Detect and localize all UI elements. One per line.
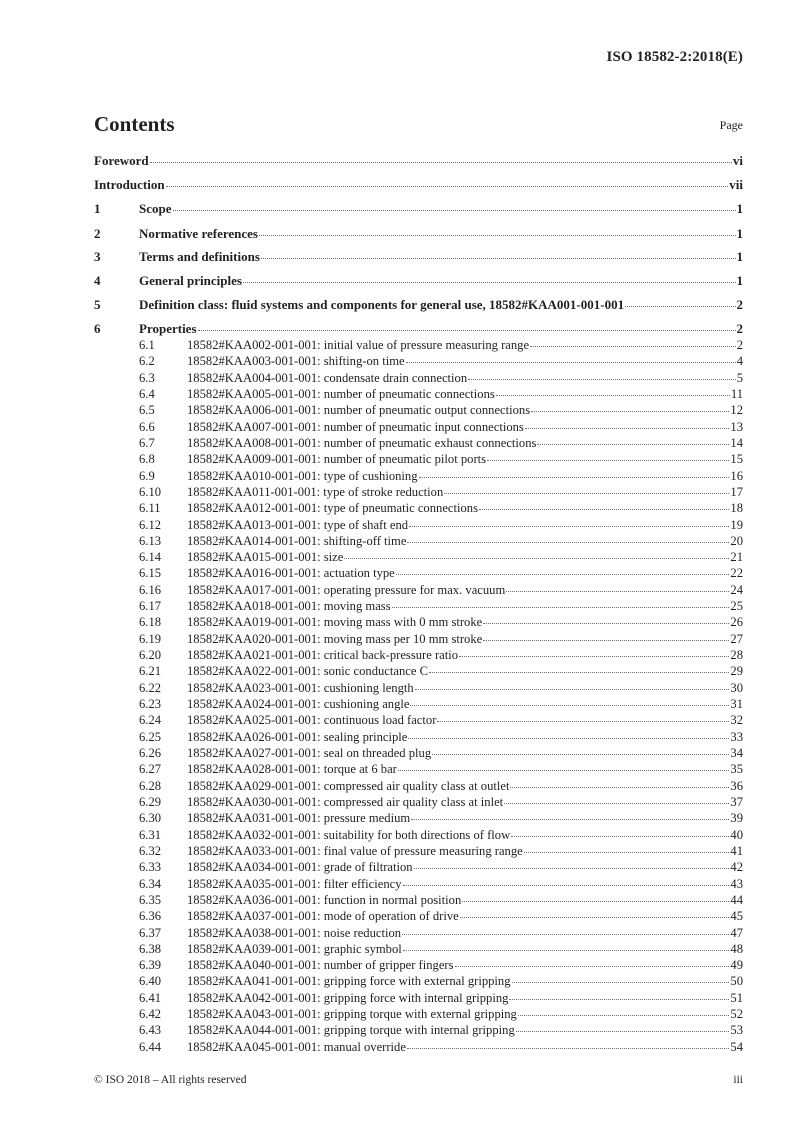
dot-leader xyxy=(402,934,729,935)
toc-entry-number: 6.6 xyxy=(139,419,155,434)
toc-entry-title[interactable]: 18582#KAA030-001-001: compressed air quality class at inlet xyxy=(187,794,504,809)
toc-entry-page[interactable]: 54 xyxy=(730,1039,743,1054)
toc-entry-page[interactable]: 44 xyxy=(730,892,743,907)
toc-subentry[interactable] xyxy=(94,485,743,500)
toc-entry-number: 6.37 xyxy=(139,925,162,940)
dot-leader xyxy=(444,493,729,494)
toc-entry-title[interactable]: 18582#KAA025-001-001: continuous load factor xyxy=(187,713,437,728)
toc-entry-number: 6.8 xyxy=(139,452,155,467)
toc-entry-page[interactable]: 21 xyxy=(730,550,743,565)
dot-leader xyxy=(344,558,729,559)
toc-entry-title[interactable]: 18582#KAA044-001-001: gripping torque with internal gripping xyxy=(187,1023,515,1038)
toc-entry-page[interactable]: 2 xyxy=(736,297,743,312)
toc-subentry[interactable] xyxy=(94,795,743,810)
toc-subentry[interactable] xyxy=(94,762,743,777)
toc-subentry[interactable] xyxy=(94,338,743,353)
toc-entry-title[interactable]: 18582#KAA009-001-001: number of pneumatic pilot ports xyxy=(187,452,487,467)
toc-entry-page[interactable]: 12 xyxy=(730,403,743,418)
toc-entry-title[interactable]: 18582#KAA038-001-001: noise reduction xyxy=(187,925,402,940)
dot-leader xyxy=(437,721,729,722)
toc-subentry[interactable] xyxy=(94,501,743,516)
toc-entry-title[interactable]: 18582#KAA018-001-001: moving mass xyxy=(187,599,391,614)
dot-leader xyxy=(460,917,730,918)
dot-leader xyxy=(455,966,730,967)
dot-leader xyxy=(504,803,729,804)
toc-entry-title[interactable]: Properties xyxy=(139,321,197,336)
toc-entry-number: 6.18 xyxy=(139,615,162,630)
toc-subentry[interactable] xyxy=(94,436,743,451)
toc-entry-number: 1 xyxy=(94,201,101,216)
dot-leader xyxy=(479,509,729,510)
toc-subentry[interactable] xyxy=(94,1040,743,1055)
header-standard-id: ISO 18582-2:2018(E) xyxy=(606,49,743,65)
toc-subentry[interactable] xyxy=(94,974,743,989)
toc-entry-title[interactable]: 18582#KAA036-001-001: function in normal position xyxy=(187,892,462,907)
toc-entry-number: 6.43 xyxy=(139,1023,162,1038)
toc-subentry[interactable] xyxy=(94,534,743,549)
toc-entry-number: 6.44 xyxy=(139,1039,162,1054)
toc-entry-page[interactable]: 31 xyxy=(730,697,743,712)
toc-entry-number: 6.17 xyxy=(139,599,162,614)
toc-entry-page[interactable]: 15 xyxy=(730,452,743,467)
toc-entry-title[interactable]: 18582#KAA026-001-001: sealing principle xyxy=(187,729,408,744)
toc-entry-page[interactable]: 24 xyxy=(730,582,743,597)
toc-entry-page[interactable]: 13 xyxy=(730,419,743,434)
toc-entry-page[interactable]: 17 xyxy=(730,484,743,499)
toc-entry-title[interactable]: 18582#KAA020-001-001: moving mass per 10 mm stroke xyxy=(187,631,483,646)
toc-entry-title[interactable]: 18582#KAA013-001-001: type of shaft end xyxy=(187,517,409,532)
toc-entry-number: 6.42 xyxy=(139,1007,162,1022)
toc-subentry[interactable] xyxy=(94,632,743,647)
dot-leader xyxy=(410,705,729,706)
toc-entry-number: 6.23 xyxy=(139,697,162,712)
toc-entry-title[interactable]: 18582#KAA012-001-001: type of pneumatic connections xyxy=(187,501,478,516)
toc-entry-number: 6.39 xyxy=(139,958,162,973)
toc-entry-page[interactable]: 1 xyxy=(736,201,743,216)
toc-entry-number: 2 xyxy=(94,226,101,241)
toc-entry-title[interactable]: 18582#KAA004-001-001: condensate drain connection xyxy=(187,370,468,385)
dot-leader xyxy=(408,738,729,739)
toc-entry-number: 6.7 xyxy=(139,435,155,450)
toc-entry-page[interactable]: 33 xyxy=(730,729,743,744)
toc-entry-page[interactable]: 53 xyxy=(730,1023,743,1038)
dot-leader xyxy=(150,162,732,163)
toc-entry-number: 6.22 xyxy=(139,680,162,695)
dot-leader xyxy=(516,1031,730,1032)
toc-subentry[interactable] xyxy=(94,893,743,908)
toc-entry-title[interactable]: 18582#KAA022-001-001: sonic conductance C xyxy=(187,664,428,679)
toc-entry-number: 6.20 xyxy=(139,648,162,663)
toc-subentry[interactable] xyxy=(94,877,743,892)
toc-subentry[interactable] xyxy=(94,926,743,941)
toc-entry-title[interactable]: 18582#KAA002-001-001: initial value of pressure measuring range xyxy=(187,338,530,352)
toc-entry-page[interactable]: 4 xyxy=(736,354,743,369)
toc-subentry[interactable] xyxy=(94,469,743,484)
dot-leader xyxy=(419,477,730,478)
dot-leader xyxy=(392,607,730,608)
dot-leader xyxy=(398,770,730,771)
toc-subentry[interactable] xyxy=(94,599,743,614)
toc-entry-page[interactable]: 26 xyxy=(730,615,743,630)
toc-entry[interactable] xyxy=(94,177,743,193)
toc-entry-title[interactable]: 18582#KAA032-001-001: suitability for both directions of flow xyxy=(187,827,511,842)
toc-entry-title[interactable]: 18582#KAA042-001-001: gripping force with internal gripping xyxy=(187,990,509,1005)
toc-entry-page[interactable]: 2 xyxy=(736,321,743,336)
toc-entry-title[interactable]: 18582#KAA033-001-001: final value of pressure measuring range xyxy=(187,843,523,858)
toc-subentry[interactable] xyxy=(94,991,743,1006)
dot-leader xyxy=(403,885,730,886)
dot-leader xyxy=(510,787,729,788)
toc-entry-number: 6.27 xyxy=(139,762,162,777)
toc-entry-page[interactable]: 2 xyxy=(736,338,743,352)
dot-leader xyxy=(414,868,730,869)
toc-entry-page[interactable]: 11 xyxy=(730,386,743,401)
toc-entry-number: 6.11 xyxy=(139,501,161,516)
toc-entry-page[interactable]: 18 xyxy=(730,501,743,516)
toc-entry-title[interactable]: 18582#KAA010-001-001: type of cushioning xyxy=(187,468,418,483)
toc-subentry[interactable] xyxy=(94,583,743,598)
toc-entry-title[interactable]: 18582#KAA024-001-001: cushioning angle xyxy=(187,697,410,712)
toc-entry-page[interactable]: 5 xyxy=(736,370,743,385)
toc-entry-title[interactable]: 18582#KAA006-001-001: number of pneumatic output connections xyxy=(187,403,531,418)
toc-subentry[interactable] xyxy=(94,387,743,402)
toc-entry-page[interactable]: 37 xyxy=(730,794,743,809)
toc-entry-title[interactable]: Terms and definitions xyxy=(139,249,260,264)
dot-leader xyxy=(396,574,730,575)
dot-leader xyxy=(525,428,730,429)
dot-leader xyxy=(496,395,730,396)
toc-entry-page[interactable]: 19 xyxy=(730,517,743,532)
dot-leader xyxy=(166,186,729,187)
dot-leader xyxy=(468,379,736,380)
toc-entry-title[interactable]: Scope xyxy=(139,201,172,216)
toc-entry-title[interactable]: 18582#KAA045-001-001: manual override xyxy=(187,1039,406,1054)
toc-entry-title[interactable]: Definition class: fluid systems and components for general use, 18582#KAA001-001-001 xyxy=(139,297,625,312)
toc-entry-page[interactable]: 51 xyxy=(730,990,743,1005)
toc-entry-title[interactable]: Introduction xyxy=(94,177,165,192)
toc-entry-page[interactable]: 28 xyxy=(730,648,743,663)
dot-leader xyxy=(407,1048,729,1049)
toc-entry-page[interactable]: vii xyxy=(729,177,743,192)
toc-entry-title[interactable]: 18582#KAA027-001-001: seal on threaded plug xyxy=(187,746,432,760)
dot-leader xyxy=(487,460,729,461)
dot-leader xyxy=(483,640,729,641)
dot-leader xyxy=(261,258,736,259)
dot-leader xyxy=(415,689,730,690)
toc-entry-number: 6.40 xyxy=(139,974,162,989)
dot-leader xyxy=(243,282,736,283)
toc-entry-title[interactable]: 18582#KAA019-001-001: moving mass with 0 mm stroke xyxy=(187,615,483,630)
toc-entry-number: 6.13 xyxy=(139,533,162,548)
toc-entry-number: 6.36 xyxy=(139,909,162,924)
toc-entry[interactable] xyxy=(94,273,743,289)
toc-entry-title[interactable]: 18582#KAA034-001-001: grade of filtration xyxy=(187,860,413,875)
toc-entry-page[interactable]: 16 xyxy=(730,468,743,483)
toc-entry-page[interactable]: 34 xyxy=(730,746,743,760)
dot-leader xyxy=(173,210,736,211)
toc-entry-title[interactable]: 18582#KAA029-001-001: compressed air quality class at outlet xyxy=(187,778,510,793)
toc-entry-number: 6.26 xyxy=(139,746,162,760)
toc-subentry[interactable] xyxy=(94,648,743,663)
toc-entry-page[interactable]: 1 xyxy=(736,226,743,241)
toc-entry-number: 5 xyxy=(94,297,101,312)
toc-entry-title[interactable]: 18582#KAA017-001-001: operating pressure for max. vacuum xyxy=(187,582,506,597)
toc-entry-number: 6 xyxy=(94,321,101,336)
toc-subentry[interactable] xyxy=(94,403,743,418)
dot-leader xyxy=(625,306,735,307)
toc-entry-number: 6.24 xyxy=(139,713,162,728)
toc-entry-title[interactable]: 18582#KAA037-001-001: mode of operation of drive xyxy=(187,909,459,924)
dot-leader xyxy=(259,235,736,236)
toc-entry-title[interactable]: General principles xyxy=(139,273,242,288)
toc-entry-number: 6.41 xyxy=(139,990,162,1005)
toc-entry[interactable] xyxy=(94,201,743,217)
toc-entry-title[interactable]: 18582#KAA015-001-001: size xyxy=(187,550,344,565)
toc-entry[interactable] xyxy=(94,226,743,242)
dot-leader xyxy=(524,852,730,853)
toc-entry-title[interactable]: Normative references xyxy=(139,226,258,241)
toc-subentry[interactable] xyxy=(94,566,743,581)
dot-leader xyxy=(518,1015,730,1016)
toc-subentry[interactable] xyxy=(94,942,743,957)
toc-entry[interactable] xyxy=(94,297,743,313)
toc-entry-page[interactable]: 41 xyxy=(730,843,743,858)
toc-subentry[interactable] xyxy=(94,615,743,630)
dot-leader xyxy=(406,362,736,363)
toc-entry-title[interactable]: 18582#KAA007-001-001: number of pneumatic input connections xyxy=(187,419,524,434)
dot-leader xyxy=(432,754,729,755)
footer-copyright: © ISO 2018 – All rights reserved xyxy=(94,1074,247,1086)
toc-entry-page[interactable]: 25 xyxy=(730,599,743,614)
toc-subentry[interactable] xyxy=(94,1023,743,1038)
toc-entry-title[interactable]: 18582#KAA040-001-001: number of gripper fingers xyxy=(187,958,454,973)
toc-entry-page[interactable]: 30 xyxy=(730,680,743,695)
dot-leader xyxy=(509,999,729,1000)
toc-entry-page[interactable]: 27 xyxy=(730,631,743,646)
toc-entry-page[interactable]: 52 xyxy=(730,1007,743,1022)
toc-entry-page[interactable]: 49 xyxy=(730,958,743,973)
toc-entry-title[interactable]: 18582#KAA008-001-001: number of pneumatic exhaust connections xyxy=(187,435,537,450)
toc-entry-page[interactable]: vi xyxy=(732,153,743,168)
toc-entry-number: 6.9 xyxy=(139,468,155,483)
toc-entry-number: 6.16 xyxy=(139,582,162,597)
toc-entry-title[interactable]: 18582#KAA041-001-001: gripping force with external gripping xyxy=(187,974,511,989)
toc-entry-page[interactable]: 29 xyxy=(730,664,743,679)
toc-entry-title[interactable]: 18582#KAA035-001-001: filter efficiency xyxy=(187,876,402,891)
toc-entry-page[interactable]: 48 xyxy=(730,941,743,956)
toc-subentry[interactable] xyxy=(94,860,743,875)
toc-subentry[interactable] xyxy=(94,452,743,467)
toc-entry-title[interactable]: 18582#KAA014-001-001: shifting-off time xyxy=(187,533,407,548)
toc-entry-page[interactable]: 32 xyxy=(730,713,743,728)
toc-subentry[interactable] xyxy=(94,371,743,386)
toc-subentry[interactable] xyxy=(94,1007,743,1022)
toc-entry-page[interactable]: 39 xyxy=(730,811,743,826)
toc-entry-title[interactable]: 18582#KAA011-001-001: type of stroke reduction xyxy=(187,484,444,499)
dot-leader xyxy=(512,982,730,983)
toc-subentry[interactable] xyxy=(94,844,743,859)
toc-subentry[interactable] xyxy=(94,681,743,696)
toc-entry-number: 6.38 xyxy=(139,941,162,956)
toc-subentry[interactable] xyxy=(94,550,743,565)
toc-entry-number: 6.19 xyxy=(139,631,162,646)
dot-leader xyxy=(511,836,729,837)
toc-entry-number: 6.2 xyxy=(139,354,155,369)
page-title: Contents xyxy=(94,112,175,136)
toc-entry-page[interactable]: 1 xyxy=(736,273,743,288)
page-column-label: Page xyxy=(719,118,743,132)
toc-entry-number: 6.3 xyxy=(139,370,155,385)
toc-subentry[interactable] xyxy=(94,746,743,761)
toc-entry[interactable] xyxy=(94,153,743,169)
toc-subentry[interactable] xyxy=(94,958,743,973)
toc-entry-title[interactable]: 18582#KAA039-001-001: graphic symbol xyxy=(187,941,402,956)
toc-entry-title[interactable]: 18582#KAA021-001-001: critical back-pressure ratio xyxy=(187,648,459,663)
dot-leader xyxy=(537,444,729,445)
toc-subentry[interactable] xyxy=(94,518,743,533)
toc-entry-page[interactable]: 42 xyxy=(730,860,743,875)
dot-leader xyxy=(407,542,729,543)
toc-subentry[interactable] xyxy=(94,811,743,826)
toc-subentry[interactable] xyxy=(94,697,743,712)
toc-entry-title[interactable]: 18582#KAA043-001-001: gripping torque with external gripping xyxy=(187,1007,517,1022)
toc-entry-number: 6.35 xyxy=(139,892,162,907)
toc-entry-number: 6.25 xyxy=(139,729,162,744)
footer-page-number: iii xyxy=(733,1074,743,1086)
toc-entry-number: 6.1 xyxy=(139,338,155,352)
dot-leader xyxy=(411,819,729,820)
toc-subentry[interactable] xyxy=(94,354,743,369)
toc-entry-page[interactable]: 35 xyxy=(730,762,743,777)
toc-entry-number: 6.21 xyxy=(139,664,162,679)
toc-entry-number: 6.12 xyxy=(139,517,162,532)
toc-entry-page[interactable]: 1 xyxy=(736,249,743,264)
toc-subentry[interactable] xyxy=(94,713,743,728)
toc-entry-page[interactable]: 50 xyxy=(730,974,743,989)
toc-entry-number: 6.33 xyxy=(139,860,162,875)
toc-entry-page[interactable]: 20 xyxy=(730,533,743,548)
dot-leader xyxy=(506,591,729,592)
toc-entry-number: 4 xyxy=(94,273,101,288)
toc-entry-page[interactable]: 45 xyxy=(730,909,743,924)
toc-subentry[interactable] xyxy=(94,828,743,843)
dot-leader xyxy=(531,411,729,412)
toc-entry-number: 6.29 xyxy=(139,794,162,809)
dot-leader xyxy=(409,526,729,527)
toc-entry-number: 6.14 xyxy=(139,550,162,565)
toc-subentry[interactable] xyxy=(94,779,743,794)
toc-entry-page[interactable]: 40 xyxy=(730,827,743,842)
toc-entry-number: 6.15 xyxy=(139,566,162,581)
dot-leader xyxy=(429,672,729,673)
toc-entry-number: 6.4 xyxy=(139,386,155,401)
toc-entry-title[interactable]: 18582#KAA003-001-001: shifting-on time xyxy=(187,354,405,369)
dot-leader xyxy=(530,346,736,347)
toc-entry-title[interactable]: 18582#KAA031-001-001: pressure medium xyxy=(187,811,411,826)
toc-entry-page[interactable]: 22 xyxy=(730,566,743,581)
toc-subentry[interactable] xyxy=(94,420,743,435)
toc-entry-number: 6.10 xyxy=(139,484,162,499)
toc-entry-page[interactable]: 43 xyxy=(730,876,743,891)
toc-entry-number: 6.31 xyxy=(139,827,162,842)
toc-entry-page[interactable]: 36 xyxy=(730,778,743,793)
toc-entry-title[interactable]: 18582#KAA028-001-001: torque at 6 bar xyxy=(187,762,397,777)
toc-entry-page[interactable]: 14 xyxy=(730,435,743,450)
toc-entry-title[interactable]: 18582#KAA023-001-001: cushioning length xyxy=(187,680,414,695)
toc-entry-number: 6.5 xyxy=(139,403,155,418)
toc-entry-number: 6.28 xyxy=(139,778,162,793)
toc-subentry[interactable] xyxy=(94,664,743,679)
toc-subentry[interactable] xyxy=(94,909,743,924)
toc-entry-title[interactable]: 18582#KAA005-001-001: number of pneumatic connections xyxy=(187,386,495,401)
toc-entry-number: 6.30 xyxy=(139,811,162,826)
toc-entry[interactable] xyxy=(94,321,743,337)
toc-entry-page[interactable]: 47 xyxy=(730,925,743,940)
dot-leader xyxy=(462,901,729,902)
dot-leader xyxy=(459,656,729,657)
toc-entry-number: 6.34 xyxy=(139,876,162,891)
toc-subentry[interactable] xyxy=(94,730,743,745)
toc-entry-title[interactable]: Foreword xyxy=(94,153,149,168)
dot-leader xyxy=(403,950,730,951)
toc-entry-title[interactable]: 18582#KAA016-001-001: actuation type xyxy=(187,566,395,581)
dot-leader xyxy=(483,623,729,624)
dot-leader xyxy=(198,330,736,331)
toc-entry-number: 6.32 xyxy=(139,843,162,858)
toc-entry-number: 3 xyxy=(94,249,101,264)
toc-entry[interactable] xyxy=(94,249,743,265)
